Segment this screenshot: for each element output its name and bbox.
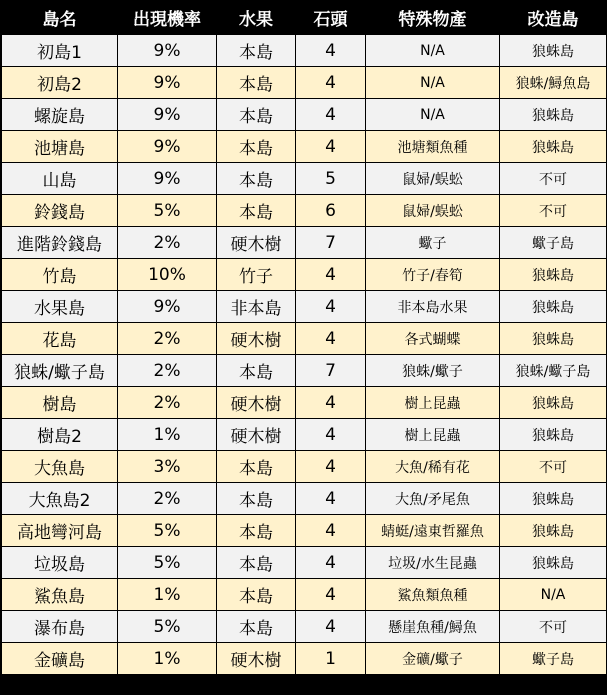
special-resource-cell: 大魚/稀有花 [366, 451, 500, 483]
fruit-cell: 本島 [217, 67, 296, 99]
convertible-island-cell: 狼蛛島 [500, 515, 607, 547]
fruit-cell: 本島 [217, 131, 296, 163]
stone-cell: 5 [296, 163, 366, 195]
island-name-cell: 高地彎河島 [2, 515, 118, 547]
island-name-cell: 竹島 [2, 259, 118, 291]
special-resource-cell: 蜻蜓/遠東哲羅魚 [366, 515, 500, 547]
convertible-island-cell: N/A [500, 579, 607, 611]
stone-cell: 4 [296, 451, 366, 483]
table-row [2, 259, 607, 291]
convertible-island-cell: 不可 [500, 163, 607, 195]
island-table [1, 0, 607, 675]
fruit-cell: 非本島 [217, 291, 296, 323]
stone-cell: 6 [296, 195, 366, 227]
special-resource-cell: 大魚/矛尾魚 [366, 483, 500, 515]
stone-cell: 4 [296, 323, 366, 355]
appearance-rate-cell: 9% [118, 131, 217, 163]
appearance-rate-cell: 9% [118, 67, 217, 99]
island-name-cell: 大魚島 [2, 451, 118, 483]
appearance-rate-cell: 2% [118, 227, 217, 259]
special-resource-cell: 竹子/春筍 [366, 259, 500, 291]
special-resource-cell: 樹上昆蟲 [366, 387, 500, 419]
special-resource-cell: 池塘類魚種 [366, 131, 500, 163]
stone-cell: 4 [296, 99, 366, 131]
table-row [2, 323, 607, 355]
table-row [2, 67, 607, 99]
island-name-cell: 樹島 [2, 387, 118, 419]
island-name-cell: 狼蛛/蠍子島 [2, 355, 118, 387]
convertible-island-cell: 狼蛛島 [500, 35, 607, 67]
appearance-rate-cell: 2% [118, 483, 217, 515]
fruit-cell: 本島 [217, 611, 296, 643]
stone-cell: 1 [296, 643, 366, 675]
appearance-rate-cell: 2% [118, 323, 217, 355]
table-row [2, 643, 607, 675]
table-row [2, 227, 607, 259]
fruit-cell: 本島 [217, 99, 296, 131]
convertible-island-cell: 狼蛛島 [500, 291, 607, 323]
fruit-cell: 硬木樹 [217, 419, 296, 451]
island-name-cell: 初島2 [2, 67, 118, 99]
appearance-rate-cell: 5% [118, 547, 217, 579]
table-row [2, 355, 607, 387]
header-stone: 石頭 [296, 1, 366, 35]
special-resource-cell: 非本島水果 [366, 291, 500, 323]
convertible-island-cell: 狼蛛島 [500, 547, 607, 579]
fruit-cell: 本島 [217, 547, 296, 579]
special-resource-cell: 樹上昆蟲 [366, 419, 500, 451]
stone-cell: 4 [296, 35, 366, 67]
header-island-name: 島名 [2, 1, 118, 35]
fruit-cell: 本島 [217, 195, 296, 227]
special-resource-cell: 金礦/蠍子 [366, 643, 500, 675]
convertible-island-cell: 狼蛛島 [500, 323, 607, 355]
fruit-cell: 本島 [217, 483, 296, 515]
convertible-island-cell: 不可 [500, 451, 607, 483]
convertible-island-cell: 狼蛛島 [500, 419, 607, 451]
island-name-cell: 花島 [2, 323, 118, 355]
table-row [2, 579, 607, 611]
island-name-cell: 大魚島2 [2, 483, 118, 515]
convertible-island-cell: 狼蛛/鱘魚島 [500, 67, 607, 99]
appearance-rate-cell: 1% [118, 579, 217, 611]
convertible-island-cell: 不可 [500, 611, 607, 643]
island-name-cell: 鯊魚島 [2, 579, 118, 611]
fruit-cell: 竹子 [217, 259, 296, 291]
header-convertible-island: 改造島 [500, 1, 607, 35]
appearance-rate-cell: 1% [118, 643, 217, 675]
special-resource-cell: 蠍子 [366, 227, 500, 259]
fruit-cell: 本島 [217, 35, 296, 67]
table-row [2, 419, 607, 451]
table-row [2, 291, 607, 323]
stone-cell: 4 [296, 515, 366, 547]
fruit-cell: 硬木樹 [217, 387, 296, 419]
convertible-island-cell: 蠍子島 [500, 643, 607, 675]
stone-cell: 4 [296, 67, 366, 99]
island-name-cell: 水果島 [2, 291, 118, 323]
fruit-cell: 硬木樹 [217, 323, 296, 355]
fruit-cell: 硬木樹 [217, 227, 296, 259]
table-body [2, 35, 607, 675]
island-name-cell: 垃圾島 [2, 547, 118, 579]
special-resource-cell: 懸崖魚種/鱘魚 [366, 611, 500, 643]
appearance-rate-cell: 9% [118, 291, 217, 323]
island-name-cell: 進階鈴錢島 [2, 227, 118, 259]
special-resource-cell: 垃圾/水生昆蟲 [366, 547, 500, 579]
convertible-island-cell: 狼蛛島 [500, 131, 607, 163]
stone-cell: 4 [296, 579, 366, 611]
appearance-rate-cell: 10% [118, 259, 217, 291]
header-special-resources: 特殊物產 [366, 1, 500, 35]
fruit-cell: 本島 [217, 451, 296, 483]
table-row [2, 451, 607, 483]
island-name-cell: 瀑布島 [2, 611, 118, 643]
table-row [2, 35, 607, 67]
table-row [2, 611, 607, 643]
stone-cell: 4 [296, 291, 366, 323]
island-name-cell: 金礦島 [2, 643, 118, 675]
special-resource-cell: 鯊魚類魚種 [366, 579, 500, 611]
stone-cell: 4 [296, 547, 366, 579]
fruit-cell: 本島 [217, 355, 296, 387]
appearance-rate-cell: 9% [118, 163, 217, 195]
stone-cell: 4 [296, 259, 366, 291]
convertible-island-cell: 狼蛛島 [500, 387, 607, 419]
appearance-rate-cell: 2% [118, 387, 217, 419]
convertible-island-cell: 狼蛛島 [500, 483, 607, 515]
appearance-rate-cell: 5% [118, 515, 217, 547]
stone-cell: 7 [296, 355, 366, 387]
island-name-cell: 山島 [2, 163, 118, 195]
table-row [2, 547, 607, 579]
island-name-cell: 鈴錢島 [2, 195, 118, 227]
fruit-cell: 本島 [217, 579, 296, 611]
island-name-cell: 池塘島 [2, 131, 118, 163]
table-row [2, 515, 607, 547]
fruit-cell: 本島 [217, 515, 296, 547]
table-row [2, 387, 607, 419]
appearance-rate-cell: 9% [118, 35, 217, 67]
table-row [2, 195, 607, 227]
convertible-island-cell: 狼蛛島 [500, 99, 607, 131]
special-resource-cell: N/A [366, 67, 500, 99]
stone-cell: 7 [296, 227, 366, 259]
appearance-rate-cell: 5% [118, 611, 217, 643]
special-resource-cell: N/A [366, 35, 500, 67]
stone-cell: 4 [296, 483, 366, 515]
table-row [2, 99, 607, 131]
island-name-cell: 樹島2 [2, 419, 118, 451]
special-resource-cell: 鼠婦/蜈蚣 [366, 163, 500, 195]
appearance-rate-cell: 1% [118, 419, 217, 451]
header-fruit: 水果 [217, 1, 296, 35]
appearance-rate-cell: 5% [118, 195, 217, 227]
stone-cell: 4 [296, 611, 366, 643]
special-resource-cell: 各式蝴蝶 [366, 323, 500, 355]
stone-cell: 4 [296, 131, 366, 163]
convertible-island-cell: 蠍子島 [500, 227, 607, 259]
special-resource-cell: N/A [366, 99, 500, 131]
stone-cell: 4 [296, 387, 366, 419]
stone-cell: 4 [296, 419, 366, 451]
table-row [2, 483, 607, 515]
convertible-island-cell: 狼蛛/蠍子島 [500, 355, 607, 387]
special-resource-cell: 狼蛛/蠍子 [366, 355, 500, 387]
table-row [2, 131, 607, 163]
island-name-cell: 初島1 [2, 35, 118, 67]
fruit-cell: 本島 [217, 163, 296, 195]
convertible-island-cell: 不可 [500, 195, 607, 227]
header-row [2, 1, 607, 35]
appearance-rate-cell: 3% [118, 451, 217, 483]
convertible-island-cell: 狼蛛島 [500, 259, 607, 291]
island-name-cell: 螺旋島 [2, 99, 118, 131]
fruit-cell: 硬木樹 [217, 643, 296, 675]
special-resource-cell: 鼠婦/蜈蚣 [366, 195, 500, 227]
appearance-rate-cell: 2% [118, 355, 217, 387]
appearance-rate-cell: 9% [118, 99, 217, 131]
header-appearance-rate: 出現機率 [118, 1, 217, 35]
table-row [2, 163, 607, 195]
